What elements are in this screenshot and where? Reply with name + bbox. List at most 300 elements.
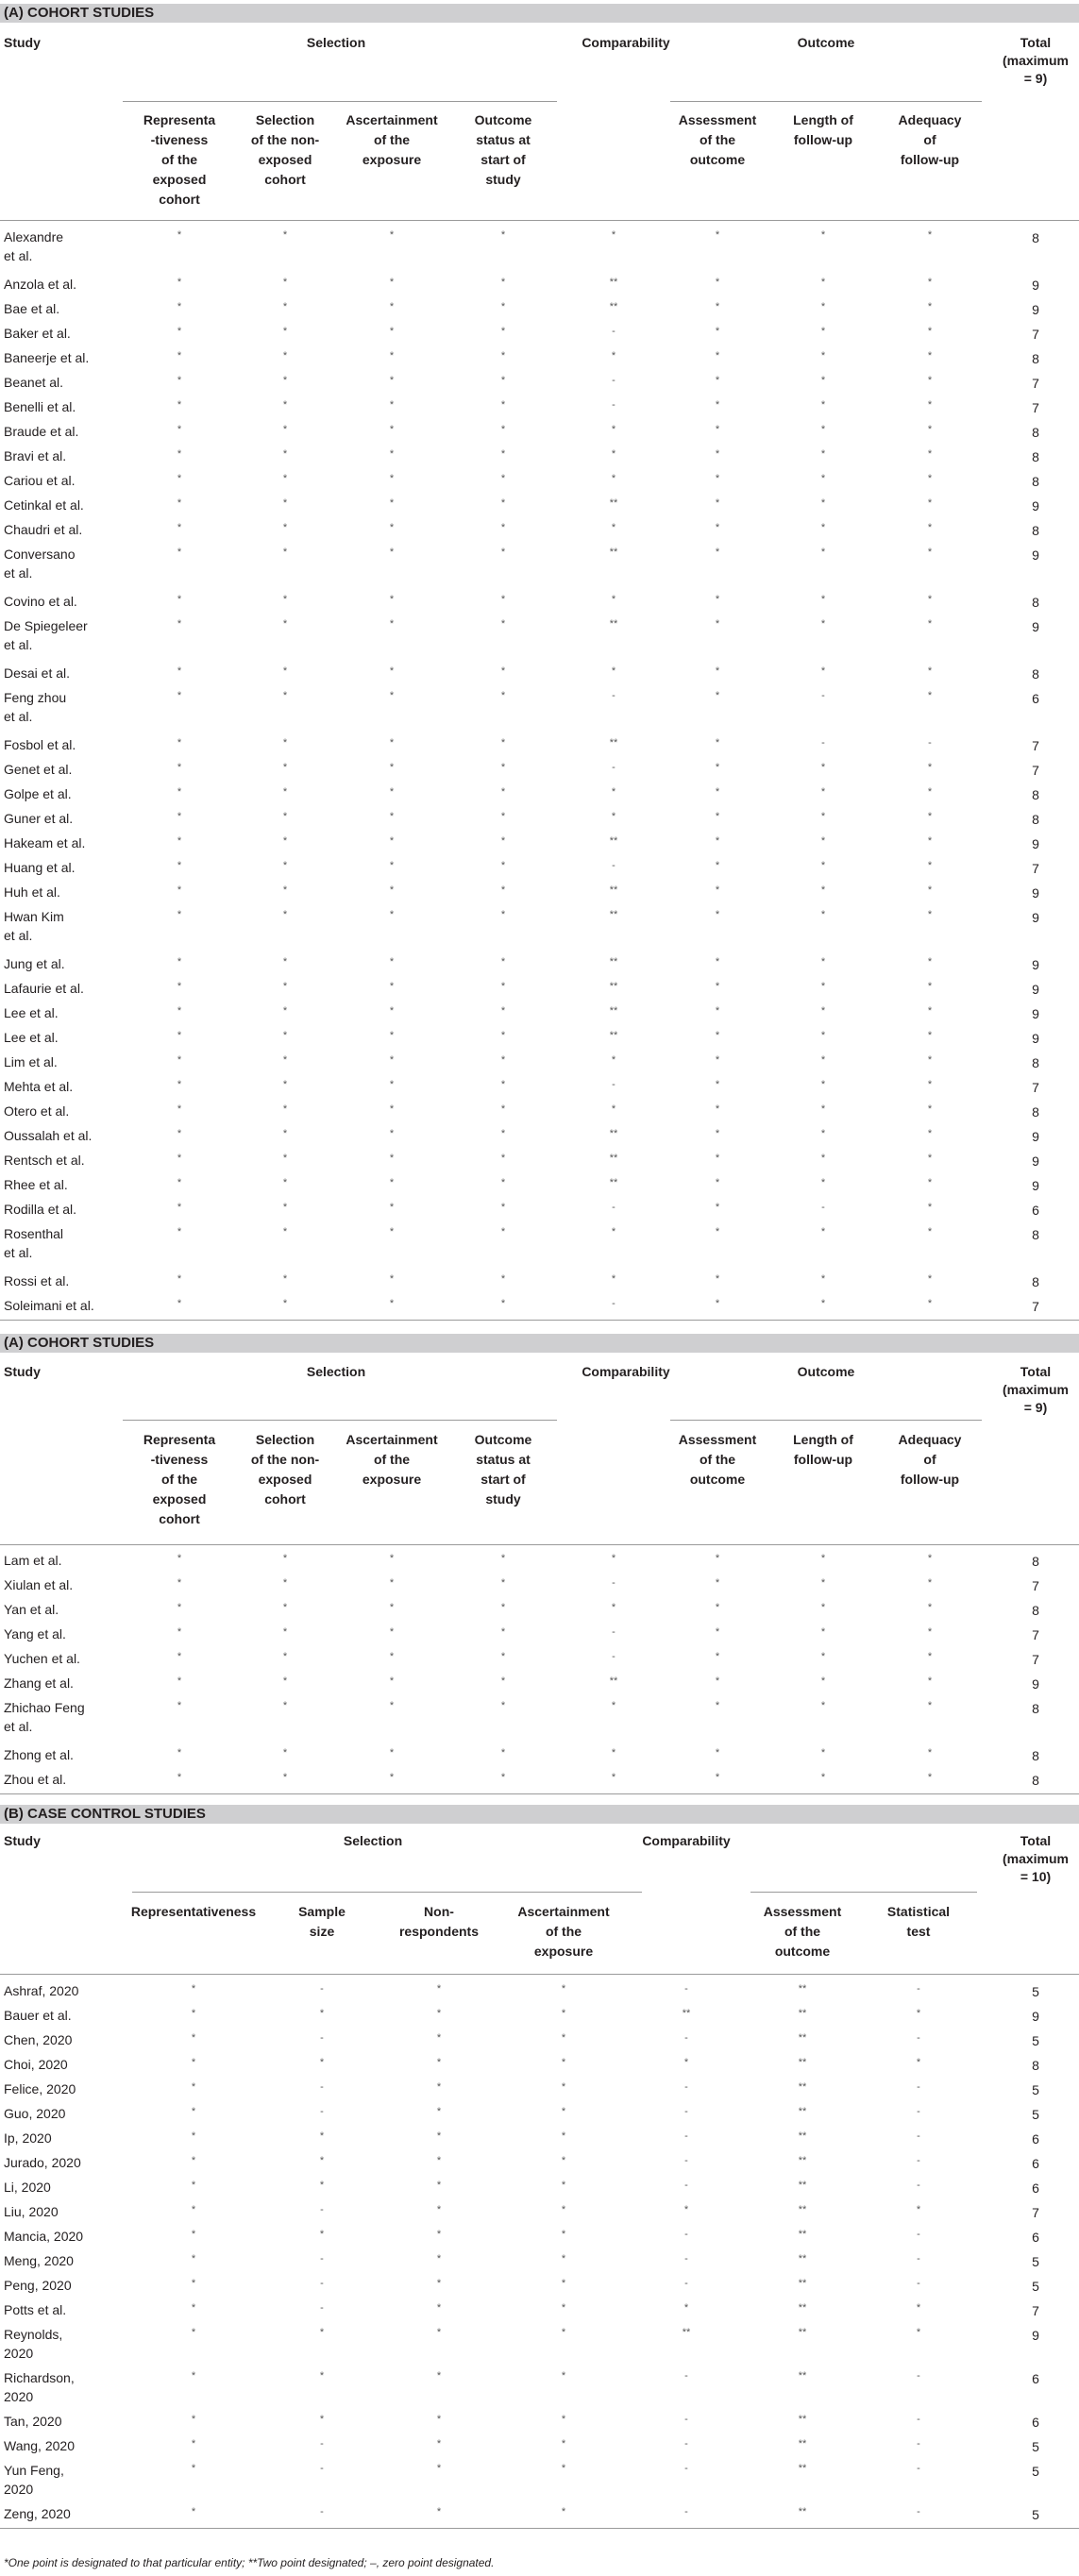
sub-header: follow-up (900, 152, 960, 167)
rating-cell: * (820, 1747, 826, 1759)
total-score: 9 (1032, 957, 1039, 972)
sub-header: study (485, 1491, 521, 1507)
study-name: et al. (4, 928, 33, 943)
rating-cell: * (319, 2414, 325, 2425)
total-score: 7 (1032, 2205, 1039, 2220)
rating-cell: * (319, 2155, 325, 2166)
rating-cell: * (715, 1153, 720, 1164)
rating-cell: * (561, 2506, 566, 2517)
rating-cell: * (611, 1700, 616, 1711)
rating-cell: * (282, 1054, 288, 1066)
rating-cell: * (715, 1602, 720, 1613)
rating-cell: * (500, 737, 506, 749)
rating-cell: * (177, 1128, 182, 1139)
rating-cell: ** (609, 1030, 618, 1041)
rating-cell: * (611, 473, 616, 484)
sub-header: Selection (255, 1432, 315, 1447)
rating-cell: ** (798, 2081, 807, 2093)
study-name: Lee et al. (4, 1030, 59, 1045)
rating-cell: * (436, 2057, 442, 2068)
rating-cell: * (927, 547, 933, 558)
rating-cell: ** (609, 835, 618, 847)
rating-cell: * (177, 448, 182, 460)
header-bottom-rule (0, 1974, 1079, 1975)
rating-cell: - (612, 690, 615, 701)
rating-cell: * (820, 1298, 826, 1309)
rating-cell: * (282, 1202, 288, 1213)
rating-cell: * (436, 2204, 442, 2215)
study-name: Otero et al. (4, 1103, 70, 1119)
rating-cell: ** (798, 2032, 807, 2044)
rating-cell: * (389, 884, 395, 896)
rating-cell: * (436, 2370, 442, 2382)
study-name: De Spiegeleer (4, 618, 88, 633)
rating-cell: * (500, 350, 506, 362)
rating-cell: * (611, 424, 616, 435)
rating-cell: * (820, 522, 826, 533)
sub-header: cohort (159, 1511, 200, 1526)
rating-cell: * (561, 2204, 566, 2215)
study-name: Genet et al. (4, 762, 73, 777)
rating-cell: * (177, 1030, 182, 1041)
study-name: Braude et al. (4, 424, 79, 439)
rating-cell: * (282, 1273, 288, 1285)
rating-cell: * (389, 301, 395, 312)
study-name: Tan, 2020 (4, 2414, 62, 2429)
rating-cell: * (282, 1103, 288, 1115)
total-header: = 9) (1023, 71, 1048, 86)
rating-cell: * (927, 981, 933, 992)
rating-cell: * (177, 229, 182, 241)
rating-cell: * (282, 811, 288, 822)
sub-header: Sample (298, 1904, 346, 1919)
rating-cell: * (927, 762, 933, 773)
rating-cell: ** (798, 2370, 807, 2382)
rating-cell: * (715, 956, 720, 968)
total-score: 7 (1032, 763, 1039, 778)
group-header: Comparability (582, 35, 670, 50)
rating-cell: * (927, 909, 933, 920)
total-header: (maximum (1002, 1851, 1070, 1866)
rating-cell: * (389, 547, 395, 558)
rating-cell: * (500, 1054, 506, 1066)
study-name: Zhichao Feng (4, 1700, 85, 1715)
sub-header: outcome (689, 1472, 746, 1487)
rating-cell: * (282, 1577, 288, 1589)
rating-cell: * (319, 2180, 325, 2191)
rating-cell: * (436, 2229, 442, 2240)
rating-cell: * (177, 399, 182, 411)
total-score: 9 (1032, 836, 1039, 851)
rating-cell: * (927, 1177, 933, 1188)
rating-cell: * (561, 2032, 566, 2044)
group-header: Comparability (642, 1833, 731, 1848)
rating-cell: * (500, 326, 506, 337)
rating-cell: - (684, 2081, 688, 2093)
rating-cell: * (177, 522, 182, 533)
total-score: 9 (1032, 302, 1039, 317)
study-name: Lim et al. (4, 1054, 58, 1069)
rating-cell: * (820, 547, 826, 558)
study-name: Fosbol et al. (4, 737, 76, 752)
sub-header: outcome (689, 152, 746, 167)
rating-cell: * (500, 1005, 506, 1017)
rating-cell: * (389, 277, 395, 288)
rating-cell: * (715, 1651, 720, 1662)
rating-cell: - (612, 860, 615, 871)
rating-cell: * (282, 547, 288, 558)
rating-cell: * (820, 1128, 826, 1139)
sub-header: exposure (362, 1472, 422, 1487)
rating-cell: * (282, 786, 288, 798)
rating-cell: - (917, 2506, 920, 2517)
rating-cell: * (389, 1577, 395, 1589)
sub-header: cohort (264, 172, 306, 187)
rating-cell: * (282, 277, 288, 288)
rating-cell: * (282, 1177, 288, 1188)
rating-cell: * (500, 594, 506, 605)
total-score: 5 (1032, 2254, 1039, 2269)
section-bottom-rule (0, 2528, 1079, 2529)
rating-cell: ** (798, 2463, 807, 2474)
rating-cell: * (500, 547, 506, 558)
rating-cell: * (561, 2278, 566, 2289)
section-title: (B) CASE CONTROL STUDIES (0, 1805, 1079, 1824)
rating-cell: * (927, 301, 933, 312)
sub-header: respondents (398, 1924, 479, 1939)
header-bottom-rule (0, 1544, 1079, 1545)
rating-cell: * (683, 2302, 689, 2314)
study-name: Baker et al. (4, 326, 71, 341)
rating-cell: * (561, 2057, 566, 2068)
study-name: Conversano (4, 547, 76, 562)
rating-cell: * (500, 1177, 506, 1188)
rating-cell: - (917, 2414, 920, 2425)
rating-cell: * (927, 1602, 933, 1613)
rating-cell: ** (798, 2302, 807, 2314)
rating-cell: * (436, 2278, 442, 2289)
rating-cell: * (436, 2155, 442, 2166)
rating-cell: * (611, 1226, 616, 1237)
rating-cell: * (436, 2081, 442, 2093)
rating-cell: * (715, 1700, 720, 1711)
rating-cell: * (715, 1177, 720, 1188)
study-name: Rentsch et al. (4, 1153, 85, 1168)
rating-cell: * (500, 811, 506, 822)
rating-cell: * (500, 1153, 506, 1164)
rating-cell: * (715, 1577, 720, 1589)
rating-cell: * (500, 665, 506, 677)
study-name: Ashraf, 2020 (4, 1983, 79, 1998)
rating-cell: * (715, 690, 720, 701)
rating-cell: * (927, 835, 933, 847)
rating-cell: * (561, 2229, 566, 2240)
rating-cell: * (389, 1602, 395, 1613)
rating-cell: * (611, 665, 616, 677)
rating-cell: * (177, 326, 182, 337)
outcome-subheader-rule (750, 1892, 977, 1893)
rating-cell: * (611, 594, 616, 605)
rating-cell: * (177, 1577, 182, 1589)
rating-cell: * (177, 665, 182, 677)
sub-header: of the (160, 152, 198, 167)
rating-cell: * (820, 762, 826, 773)
rating-cell: * (820, 497, 826, 509)
rating-cell: * (927, 1202, 933, 1213)
study-name: Peng, 2020 (4, 2278, 72, 2293)
rating-cell: * (191, 2032, 196, 2044)
rating-cell: * (282, 665, 288, 677)
rating-cell: * (389, 522, 395, 533)
rating-cell: * (820, 350, 826, 362)
total-header: = 10) (1020, 1869, 1052, 1884)
section-bottom-rule (0, 1320, 1079, 1321)
rating-cell: - (684, 2106, 688, 2117)
rating-cell: * (715, 1054, 720, 1066)
rating-cell: * (820, 835, 826, 847)
total-score: 9 (1032, 1129, 1039, 1144)
rating-cell: * (177, 860, 182, 871)
rating-cell: * (500, 860, 506, 871)
rating-cell: * (500, 909, 506, 920)
rating-cell: * (389, 399, 395, 411)
total-score: 7 (1032, 2303, 1039, 2318)
sub-header: Outcome (474, 1432, 532, 1447)
rating-cell: * (715, 1103, 720, 1115)
rating-cell: * (282, 1298, 288, 1309)
rating-cell: * (177, 301, 182, 312)
rating-cell: * (191, 2506, 196, 2517)
study-name: Mehta et al. (4, 1079, 74, 1094)
total-score: 9 (1032, 1178, 1039, 1193)
sub-header: cohort (264, 1491, 306, 1507)
rating-cell: * (500, 1079, 506, 1090)
rating-cell: ** (682, 2008, 691, 2019)
selection-subheader-rule (132, 1892, 642, 1893)
rating-cell: * (715, 1273, 720, 1285)
rating-cell: - (612, 1202, 615, 1213)
sub-header: exposed (152, 1491, 207, 1507)
study-column-header: Study (4, 1833, 41, 1848)
rating-cell: * (191, 2106, 196, 2117)
study-name: Yuchen et al. (4, 1651, 80, 1666)
rating-cell: * (715, 473, 720, 484)
rating-cell: * (177, 737, 182, 749)
rating-cell: * (820, 786, 826, 798)
rating-cell: * (389, 1079, 395, 1090)
rating-cell: * (611, 1054, 616, 1066)
rating-cell: - (612, 1079, 615, 1090)
total-header: (maximum (1002, 53, 1070, 68)
rating-cell: ** (798, 2278, 807, 2289)
sub-header: study (485, 172, 521, 187)
rating-cell: * (389, 229, 395, 241)
rating-cell: * (820, 1005, 826, 1017)
rating-cell: * (282, 1651, 288, 1662)
sub-header: Ascertainment (346, 1432, 438, 1447)
study-name: Soleimani et al. (4, 1298, 94, 1313)
rating-cell: * (500, 835, 506, 847)
study-name: Liu, 2020 (4, 2204, 59, 2219)
rating-cell: * (500, 1772, 506, 1783)
rating-cell: - (320, 2463, 324, 2474)
total-score: 9 (1032, 1006, 1039, 1021)
sub-header: exposed (258, 1472, 312, 1487)
study-name: Jurado, 2020 (4, 2155, 81, 2170)
rating-cell: * (715, 1202, 720, 1213)
rating-cell: * (191, 2155, 196, 2166)
study-name: Xiulan et al. (4, 1577, 74, 1592)
rating-cell: * (177, 1226, 182, 1237)
sub-header: outcome (774, 1944, 831, 1959)
rating-cell: * (191, 2229, 196, 2240)
rating-cell: * (191, 2180, 196, 2191)
rating-cell: * (715, 1772, 720, 1783)
rating-cell: * (282, 301, 288, 312)
rating-cell: * (820, 277, 826, 288)
rating-cell: * (282, 1602, 288, 1613)
rating-cell: - (821, 737, 825, 749)
study-column-header: Study (4, 1364, 41, 1379)
rating-cell: * (177, 762, 182, 773)
rating-cell: * (611, 1602, 616, 1613)
total-score: 7 (1032, 400, 1039, 415)
sub-header: of the (784, 1924, 821, 1939)
rating-cell: - (928, 737, 932, 749)
rating-cell: * (389, 1153, 395, 1164)
outcome-subheader-rule (670, 1420, 982, 1421)
rating-cell: * (715, 1553, 720, 1564)
group-header: Selection (343, 1833, 403, 1848)
rating-cell: * (927, 497, 933, 509)
rating-cell: - (917, 2253, 920, 2265)
sub-header: start of (480, 152, 526, 167)
rating-cell: * (500, 1747, 506, 1759)
rating-cell: * (927, 1005, 933, 1017)
rating-cell: * (561, 2327, 566, 2338)
rating-cell: ** (798, 2327, 807, 2338)
rating-cell: * (282, 1005, 288, 1017)
sub-header: test (906, 1924, 931, 1939)
rating-cell: * (820, 1226, 826, 1237)
rating-cell: * (820, 473, 826, 484)
study-column-header: Study (4, 35, 41, 50)
rating-cell: * (561, 2155, 566, 2166)
rating-cell: * (820, 1553, 826, 1564)
rating-cell: * (389, 835, 395, 847)
rating-cell: * (820, 956, 826, 968)
total-score: 8 (1032, 787, 1039, 802)
rating-cell: * (927, 618, 933, 630)
rating-cell: * (820, 665, 826, 677)
rating-cell: - (821, 690, 825, 701)
rating-cell: - (320, 2278, 324, 2289)
rating-cell: * (820, 301, 826, 312)
study-name: et al. (4, 565, 33, 581)
rating-cell: * (282, 981, 288, 992)
rating-cell: ** (609, 618, 618, 630)
rating-cell: * (715, 884, 720, 896)
rating-cell: ** (798, 2229, 807, 2240)
sub-header: of the non- (250, 1452, 320, 1467)
rating-cell: * (820, 860, 826, 871)
total-score: 8 (1032, 1227, 1039, 1242)
rating-cell: * (177, 497, 182, 509)
sub-header: of the (160, 1472, 198, 1487)
rating-cell: * (927, 1700, 933, 1711)
rating-cell: * (191, 2130, 196, 2142)
study-name: 2020 (4, 2389, 34, 2404)
rating-cell: * (177, 618, 182, 630)
rating-cell: - (917, 2370, 920, 2382)
rating-cell: * (319, 2008, 325, 2019)
rating-cell: ** (609, 1177, 618, 1188)
rating-cell: * (927, 956, 933, 968)
rating-cell: ** (609, 884, 618, 896)
rating-cell: * (319, 2057, 325, 2068)
rating-cell: * (389, 1651, 395, 1662)
study-name: et al. (4, 1245, 33, 1260)
rating-cell: * (389, 737, 395, 749)
rating-cell: ** (609, 547, 618, 558)
rating-cell: * (927, 1626, 933, 1638)
rating-cell: * (561, 2302, 566, 2314)
rating-cell: * (715, 1079, 720, 1090)
rating-cell: * (282, 594, 288, 605)
rating-cell: * (177, 1675, 182, 1687)
group-header: Outcome (797, 1364, 855, 1379)
rating-cell: * (177, 884, 182, 896)
rating-cell: * (611, 1103, 616, 1115)
rating-cell: * (820, 1054, 826, 1066)
sub-header: Representa (143, 1432, 216, 1447)
study-name: Jung et al. (4, 956, 65, 971)
rating-cell: * (715, 1005, 720, 1017)
rating-cell: * (927, 1153, 933, 1164)
rating-cell: * (436, 2506, 442, 2517)
rating-cell: * (715, 326, 720, 337)
rating-cell: * (715, 547, 720, 558)
rating-cell: * (927, 1030, 933, 1041)
sub-header: follow-up (793, 1452, 853, 1467)
rating-cell: * (282, 350, 288, 362)
rating-cell: - (917, 2229, 920, 2240)
rating-cell: * (319, 2130, 325, 2142)
rating-cell: - (684, 2463, 688, 2474)
rating-cell: * (927, 690, 933, 701)
study-name: Benelli et al. (4, 399, 76, 414)
rating-cell: * (177, 1602, 182, 1613)
rating-cell: * (282, 690, 288, 701)
rating-cell: * (715, 860, 720, 871)
rating-cell: * (282, 473, 288, 484)
rating-cell: * (715, 1030, 720, 1041)
sub-header: Assessment (678, 112, 757, 127)
total-score: 8 (1032, 1104, 1039, 1120)
total-score: 9 (1032, 2009, 1039, 2024)
rating-cell: * (500, 1651, 506, 1662)
study-name: 2020 (4, 2482, 34, 2497)
total-header: Total (1020, 1833, 1052, 1848)
rating-cell: * (927, 522, 933, 533)
sub-header: follow-up (793, 132, 853, 147)
study-name: Bauer et al. (4, 2008, 72, 2023)
rating-cell: - (684, 2155, 688, 2166)
rating-cell: - (684, 2032, 688, 2044)
sub-header: Statistical (886, 1904, 951, 1919)
rating-cell: * (282, 399, 288, 411)
rating-cell: ** (682, 2327, 691, 2338)
